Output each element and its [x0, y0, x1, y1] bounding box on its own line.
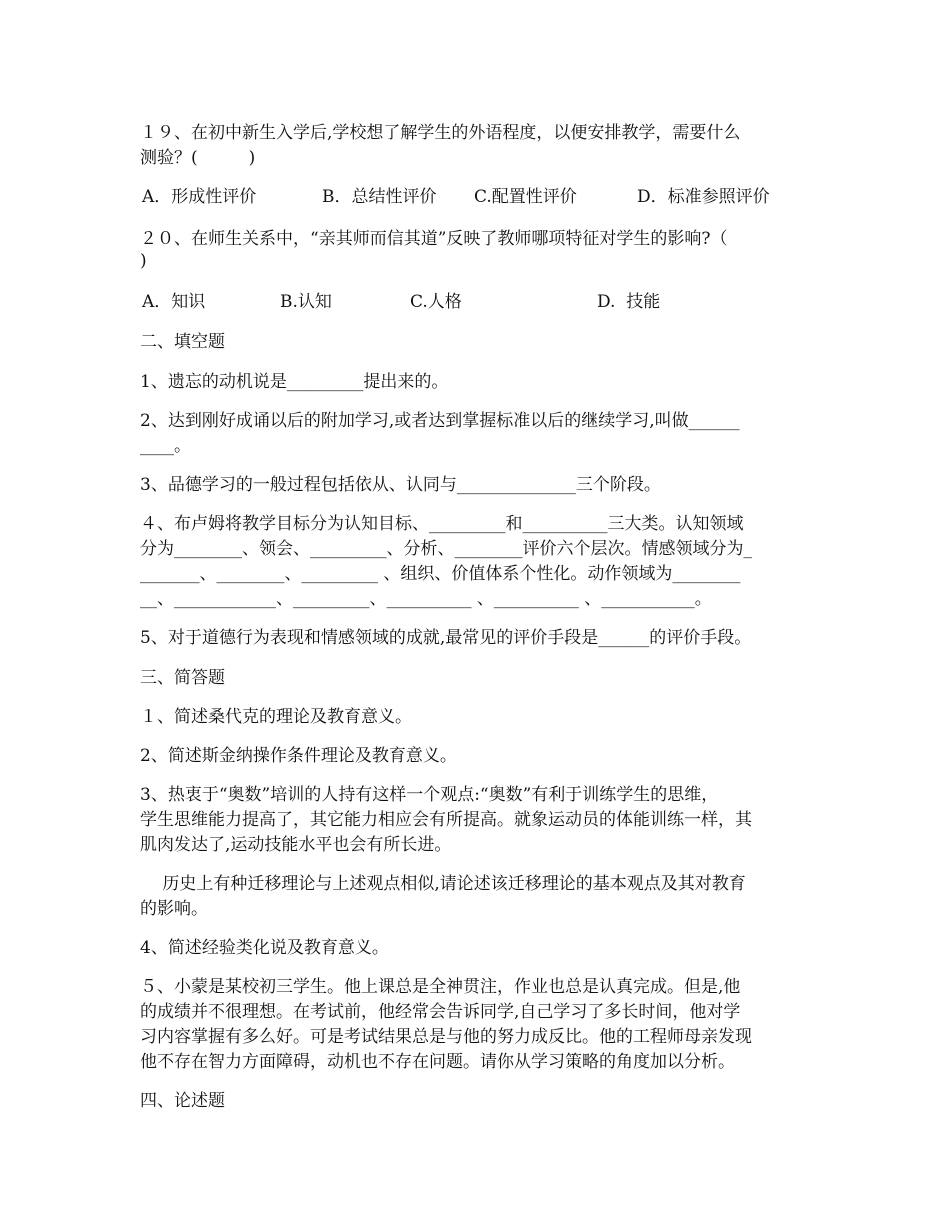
q19-stem-line2: 测验？( )	[140, 148, 256, 168]
short-answer-item-1: １、简述桑代克的理论及教育意义。	[140, 707, 412, 727]
fill-blank-item-2-line1: 2、达到刚好成诵以后的附加学习,或者达到掌握标准以后的继续学习,叫做______	[140, 411, 740, 431]
fill-blank-item-3: 3、品德学习的一般过程包括依从、认同与______________三个阶段。	[140, 475, 661, 495]
q19-stem-line1: １９、在初中新生入学后,学校想了解学生的外语程度，以便安排教学，需要什么	[140, 123, 741, 143]
fill-blank-item-4-line2: 分为________、领会、_________、分析、________评价六个层次。情感领域分为_	[140, 539, 752, 559]
q19-option-d: D．标准参照评价	[637, 187, 770, 207]
q20-option-a: A．知识	[142, 292, 206, 312]
short-answer-item-3-line4: 历史上有种迁移理论与上述观点相似,请论述该迁移理论的基本观点及其对教育	[140, 874, 746, 894]
short-answer-item-3-line1: 3、热衷于“奥数”培训的人持有这样一个观点:“奥数”有利于训练学生的思维，	[140, 785, 719, 805]
fill-blank-item-1: 1、遗忘的动机说是_________提出来的。	[140, 372, 449, 392]
short-answer-item-5-line4: 他不存在智力方面障碍，动机也不存在问题。请你从学习策略的角度加以分析。	[140, 1052, 735, 1072]
q20-option-d: D. 技能	[597, 292, 661, 312]
fill-blank-item-2-line2: ____。	[140, 436, 191, 456]
short-answer-item-3-line3: 肌肉发达了,运动技能水平也会有所长进。	[140, 835, 452, 855]
q20-option-b: B.认知	[280, 292, 332, 312]
q20-stem-line1: ２０、在师生关系中，“亲其师而信其道”反映了教师哪项特征对学生的影响?（	[140, 229, 728, 249]
q20-option-c: C.人格	[410, 292, 462, 312]
short-answer-item-5-line1: ５、小蒙是某校初三学生。他上课总是全神贯注，作业也总是认真完成。但是,他	[140, 977, 741, 997]
fill-blank-item-5: 5、对于道德行为表现和情感领域的成就,最常见的评价手段是______的评价手段。	[140, 628, 752, 648]
section3-heading: 三、简答题	[140, 668, 225, 688]
q19-option-b: B．总结性评价	[322, 187, 437, 207]
q20-stem-line2: )	[140, 251, 147, 271]
fill-blank-item-4-line3: _______、________、_________ 、组织、价值体系个性化。动作领域为________	[140, 564, 741, 584]
fill-blank-item-4-line1: ４、布卢姆将教学目标分为认知目标、_________和__________三大类。认知领域	[140, 514, 744, 534]
section2-heading: 二、填空题	[140, 332, 225, 352]
section4-heading: 四、论述题	[140, 1091, 225, 1111]
short-answer-item-5-line3: 习内容掌握有多么好。可是考试结果总是与他的努力成反比。他的工程师母亲发现	[140, 1027, 752, 1047]
short-answer-item-2: 2、简述斯金纳操作条件理论及教育意义。	[140, 746, 457, 766]
q19-option-c: C.配置性评价	[474, 187, 577, 207]
q19-option-a: A．形成性评价	[142, 187, 257, 207]
short-answer-item-4: 4、简述经验类化说及教育意义。	[140, 938, 389, 958]
fill-blank-item-4-line4: __、____________、_________、__________ 、__________ 、___________。	[140, 589, 712, 609]
short-answer-item-3-line5: 的影响。	[140, 899, 208, 919]
short-answer-item-5-line2: 的成绩并不很理想。在考试前，他经常会告诉同学,自己学习了多长时间，他对学	[140, 1002, 741, 1022]
short-answer-item-3-line2: 学生思维能力提高了，其它能力相应会有所提高。就象运动员的体能训练一样，其	[140, 810, 752, 830]
